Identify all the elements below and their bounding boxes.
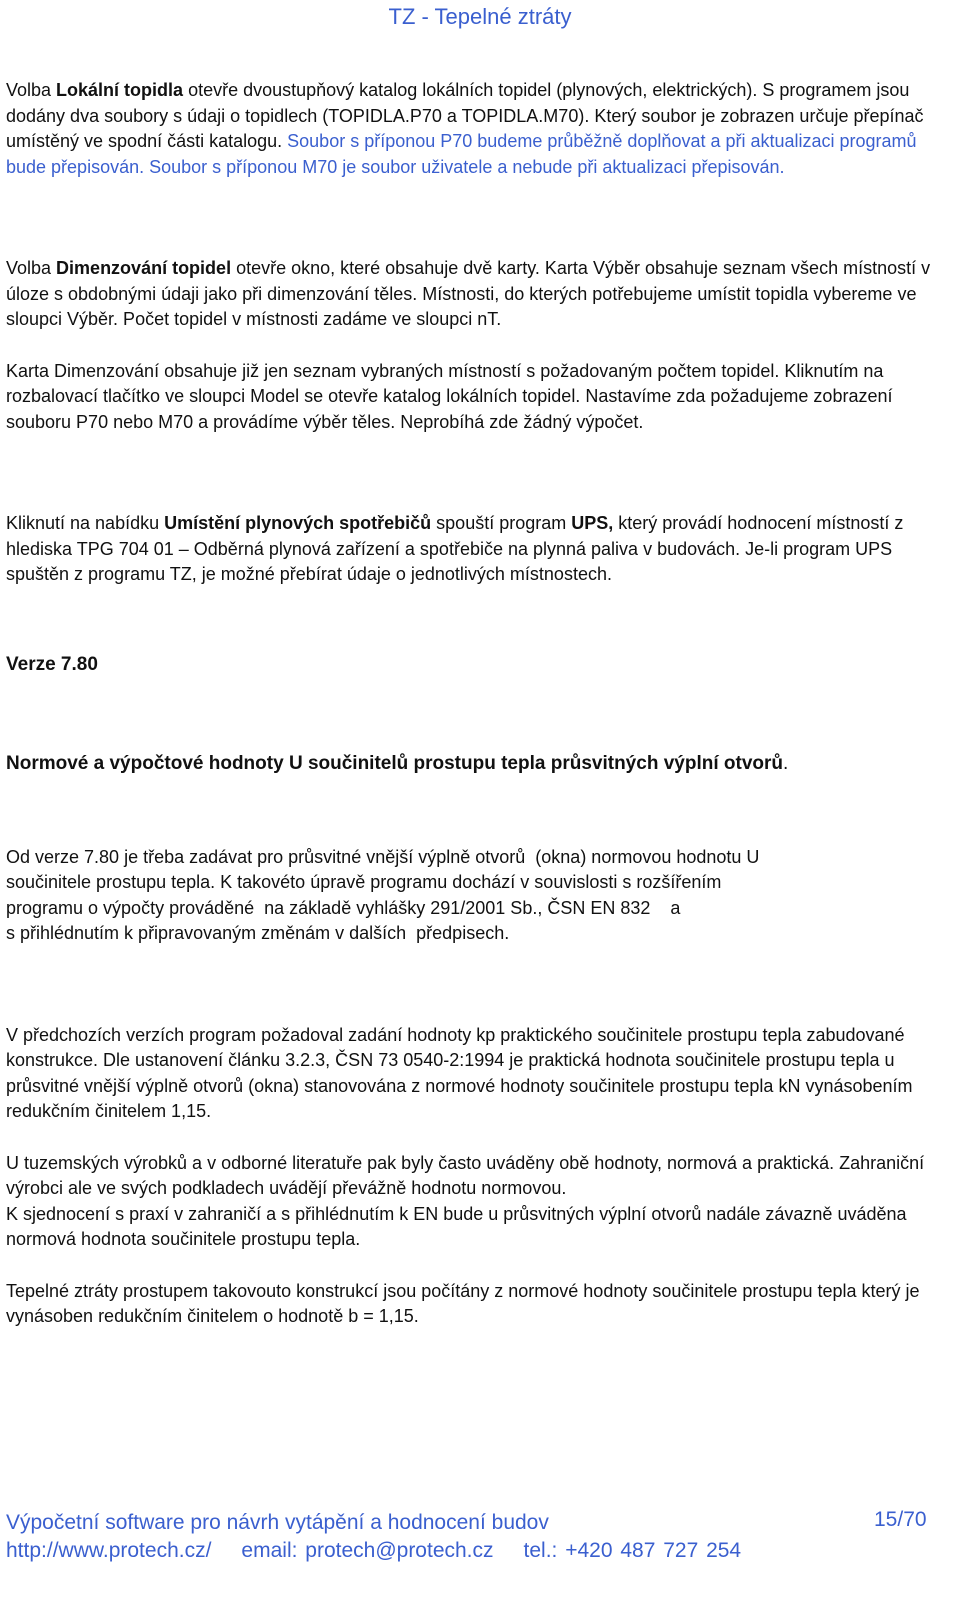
footer-title: Výpočetní software pro návrh vytápění a hodnocení budov — [6, 1511, 549, 1534]
menu-term-lokalni-topidla: Lokální topidla — [56, 80, 184, 100]
text: S programem jsou dodány dva soubory s údaji o topidlech (TOPIDLA.P70 a TOPIDLA.M70). Který soubor je zobrazen určuje přepínač umístěný ve spodní části katalogu. — [6, 80, 924, 151]
paragraph-dimenzovani-topidel — [6, 256, 944, 333]
document-body — [6, 78, 944, 1330]
text: Tepelné ztráty prostupem takovouto konstrukcí jsou počítány z normové hodnoty součinitele prostupu tepla který je vynásoben redukčním činitelem o hodnotě b = 1,15. — [6, 1280, 920, 1326]
text: který provádí hodnocení místností z hlediska TPG 704 01 – Odběrná plynová zařízení a spotřebiče na plynná paliva v budovách. Je-li program UPS spuštěn z programu TZ, je možné přebírat údaje o jednotlivých místnostech. — [6, 513, 904, 584]
text: V předchozích verzích program požadoval zadání hodnoty kp praktického součinitele prostupu tepla zabudované konstrukce. Dle ustanovení článku 3.2.3, ČSN 73 0540-2:1994 je praktická hodnota součinitele prostupu tepla u průsvitné vnější výplně otvorů (okna) stanovována z normové hodnoty součinitele prostupu tepla kN vynásobením redukčním činitelem 1,15. — [6, 1024, 913, 1121]
page-header-title: TZ - Tepelné ztráty — [388, 4, 572, 29]
footer-contacts — [6, 1539, 741, 1563]
text: otevře okno, které obsahuje dvě karty. Karta Výběr obsahuje seznam všech místností v úloze s obdobnými údaji jako při dimenzování těles. Místnosti, do kterých potřebujeme umístit topidla vybereme ve sloupci Výběr. Počet topidel v místnosti zadáme ve sloupci nT. — [6, 258, 931, 329]
paragraph-od-verze — [6, 845, 944, 947]
paragraph-tepelne-ztraty — [6, 1279, 944, 1330]
footer-phone: tel.: +420 487 727 254 — [523, 1539, 742, 1562]
paragraph-ups — [6, 511, 944, 588]
page-number: 15/70 — [874, 1508, 927, 1531]
section-heading — [6, 751, 944, 777]
text: Volba — [6, 258, 57, 278]
highlight-text: Soubor s příponou M70 je soubor uživatele a nebude při aktualizaci přepisován. — [144, 156, 785, 177]
paragraph-tuzemske-vyrobky — [6, 1151, 944, 1253]
paragraph-lokalni-topidla — [6, 78, 944, 180]
text: spouští program — [431, 513, 572, 533]
footer-web-link[interactable]: http://www.protech.cz/ — [6, 1539, 212, 1562]
text-line: s přihlédnutím k připravovaným změnám v dalších předpisech. — [6, 923, 510, 943]
text: Volba — [6, 80, 57, 100]
footer-email[interactable]: email: protech@protech.cz — [241, 1539, 494, 1562]
text: otevře dvoustupňový katalog lokálních topidel (plynových, elektrických). — [183, 80, 758, 100]
version-heading: Verze 7.80 — [6, 653, 98, 675]
text-line: programu o výpočty prováděné na základě vyhlášky 291/2001 Sb., ČSN EN 832 a — [6, 897, 681, 918]
menu-term-umisteni-spotrebicu: Umístění plynových spotřebičů — [164, 513, 432, 533]
program-name-ups: UPS, — [571, 513, 614, 533]
paragraph-predchozi-verze — [6, 1023, 944, 1125]
text: Kliknutí na nabídku — [6, 513, 165, 533]
text: Karta Dimenzování obsahuje již jen seznam vybraných místností s požadovaným počtem topidel. Kliknutím na rozbalovací tlačítko ve sloupci Model se otevře katalog lokálních topidel. Nastavíme zda požadujeme zobrazení souboru P70 nebo M70 a provádíme výběr těles. Neprobíhá zde žádný výpočet. — [6, 360, 893, 432]
text: K sjednocení s praxí v zahraničí a s přihlédnutím k EN bude u průsvitných výplní otvorů nadále závazně uváděna normová hodnota součinitele prostupu tepla. — [6, 1203, 907, 1249]
paragraph-karta-dimenzovani — [6, 359, 944, 436]
section-heading-text: Normové a výpočtové hodnoty U součinitelů prostupu tepla průsvitných výplní otvorů — [6, 753, 783, 774]
menu-term-dimenzovani-topidel: Dimenzování topidel — [56, 258, 232, 278]
text-line: Od verze 7.80 je třeba zadávat pro průsvitné vnější výplně otvorů (okna) normovou hodnotu U — [6, 846, 760, 867]
section-heading-period: . — [783, 753, 789, 774]
text-line: součinitele prostupu tepla. K takovéto úpravě programu dochází v souvislosti s rozšířením — [6, 872, 722, 892]
text: U tuzemských výrobků a v odborné literatuře pak byly často uváděny obě hodnoty, normová a praktická. Zahraniční výrobci ale ve svých podkladech uvádějí převážně hodnotu normovou. — [6, 1152, 925, 1198]
highlight-text: Soubor s příponou P70 budeme průběžně doplňovat a při aktualizaci programů bude přepisován. — [6, 131, 917, 177]
